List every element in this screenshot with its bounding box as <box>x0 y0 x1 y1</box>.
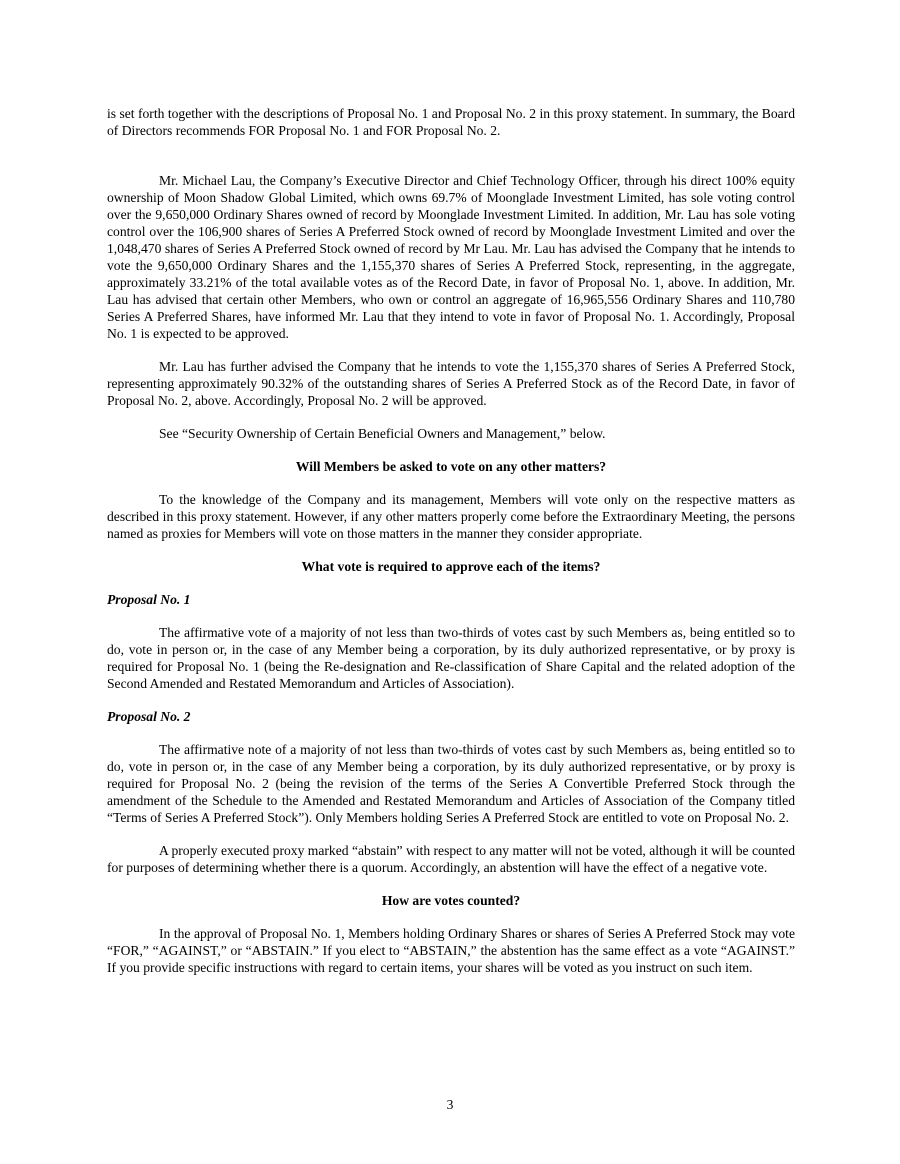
document-page <box>107 105 795 976</box>
proposal-1-subheading: Proposal No. 1 <box>107 592 191 607</box>
intro-paragraph: is set forth together with the descriptions of Proposal No. 1 and Proposal No. 2 in this proxy statement. In summary, the Board of Directors recommends FOR Proposal No. 1 and FOR Proposal No. 2. <box>107 106 795 138</box>
proposal-1-vote-paragraph: The affirmative vote of a majority of not less than two-thirds of votes cast by such Members as, being entitled so to do, vote in person or, in the case of any Member being a corporation, by its duly authorized representative, or by proxy is required for Proposal No. 1 (being the Re-designation and Re-classification of Share Capital and the related adoption of the Second Amended and Restated Memorandum and Articles of Association). <box>107 625 795 691</box>
other-matters-heading: Will Members be asked to vote on any other matters? <box>295 459 607 474</box>
votes-counted-paragraph: In the approval of Proposal No. 1, Members holding Ordinary Shares or shares of Series A Preferred Stock may vote “FOR,” “AGAINST,” or “ABSTAIN.” If you elect to “ABSTAIN,” the abstention has the same effect as a vote “AGAINST.” If you provide specific instructions with regard to certain items, your shares will be voted as you instruct on such item. <box>107 926 795 975</box>
abstain-paragraph: A properly executed proxy marked “abstain” with respect to any matter will not be voted, although it will be counted for purposes of determining whether there is a quorum. Accordingly, an abstention will have the effect of a negative vote. <box>107 843 795 875</box>
lau-further-paragraph: Mr. Lau has further advised the Company that he intends to vote the 1,155,370 shares of Series A Preferred Stock, representing approximately 90.32% of the outstanding shares of Series A Preferred Stock as of the Record Date, in favor of Proposal No. 2, above. Accordingly, Proposal No. 2 will be approved. <box>107 359 795 408</box>
lau-voting-paragraph: Mr. Michael Lau, the Company’s Executive Director and Chief Technology Officer, through his direct 100% equity ownership of Moon Shadow Global Limited, which owns 69.7% of Moonglade Investment Limited, has sole voting control over the 9,650,000 Ordinary Shares owned of record by Moonglade Investment Limited. In addition, Mr. Lau has sole voting control over the 106,900 shares of Series A Preferred Stock owned of record by Moonglade Investment Limited and over the 1,048,470 shares of Series A Preferred Stock owned of record by Mr Lau. Mr. Lau has advised the Company that he intends to vote the 9,650,000 Ordinary Shares and the 1,155,370 shares of Series A Preferred Stock, representing, in the aggregate, approximately 33.21% of the total available votes as of the Record Date, in favor of Proposal No. 1, above. In addition, Mr. Lau has advised that certain other Members, who own or control an aggregate of 16,965,556 Ordinary Shares and 110,780 Series A Preferred Shares, have informed Mr. Lau that they intend to vote in favor of Proposal No. 1. Accordingly, Proposal No. 1 is expected to be approved. <box>107 173 795 341</box>
see-security-paragraph: See “Security Ownership of Certain Beneficial Owners and Management,” below. <box>159 426 606 441</box>
page-number: 3 <box>446 1097 454 1112</box>
vote-required-heading: What vote is required to approve each of the items? <box>301 559 601 574</box>
other-matters-paragraph: To the knowledge of the Company and its management, Members will vote only on the respective matters as described in this proxy statement. However, if any other matters properly come before the Extraordinary Meeting, the persons named as proxies for Members will vote on those matters in the manner they consider appropriate. <box>107 492 795 541</box>
proposal-2-subheading: Proposal No. 2 <box>107 709 191 724</box>
votes-counted-heading: How are votes counted? <box>381 893 521 908</box>
proposal-2-vote-paragraph: The affirmative note of a majority of not less than two-thirds of votes cast by such Members as, being entitled so to do, vote in person or, in the case of any Member being a corporation, by its duly authorized representative, or by proxy is required for Proposal No. 2 (being the revision of the terms of the Series A Convertible Preferred Stock through the amendment of the Schedule to the Amended and Restated Memorandum and Articles of Association of the Company titled “Terms of Series A Preferred Stock”). Only Members holding Series A Preferred Stock are entitled to vote on Proposal No. 2. <box>107 742 795 825</box>
